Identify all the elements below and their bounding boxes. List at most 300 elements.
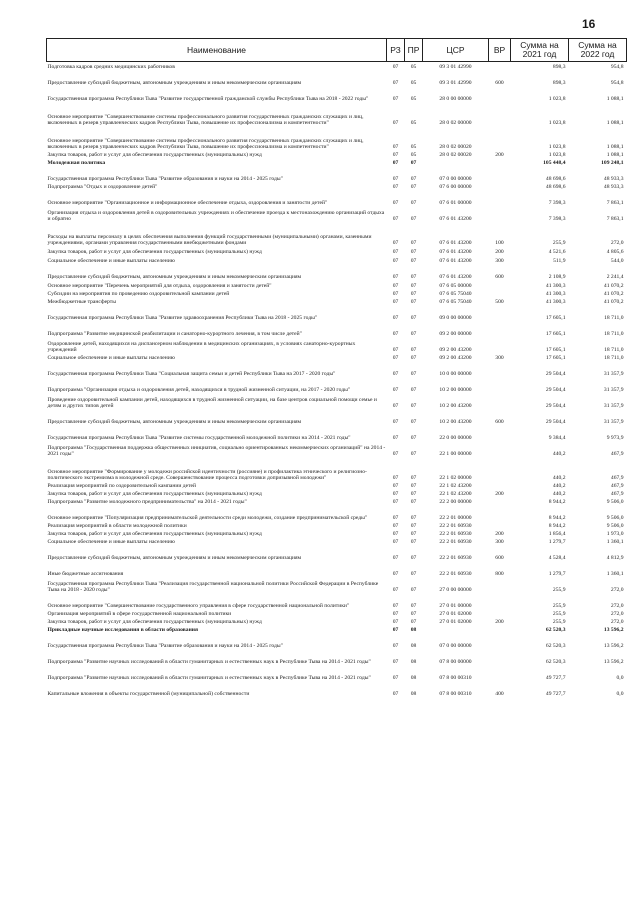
row-name: Закупка товаров, работ и услуг для обеспечения государственных (муниципальных) нужд: [47, 491, 262, 498]
row-name: Государственная программа Республики Тыва "Развитие государственной гражданской службы Республики Тыва на 2018 - 2022 годы": [47, 96, 369, 103]
table-row: [47, 256, 627, 265]
row-vr: [489, 338, 511, 354]
row-csr: 07 6 01 43200: [439, 240, 472, 247]
table-row: [47, 546, 627, 562]
row-pr: 05: [410, 80, 417, 87]
row-pr: 07: [410, 475, 417, 482]
table-row: [47, 103, 627, 127]
table-row: [47, 578, 627, 594]
row-pr: 07: [410, 355, 417, 362]
row-rz: 07: [392, 144, 399, 151]
row-sum-2021: 255,9: [552, 587, 566, 594]
row-vr: [489, 626, 511, 634]
row-rz: 07: [392, 435, 399, 442]
row-sum-2021: 898,3: [552, 64, 566, 71]
row-sum-2021: 9 384,4: [548, 435, 566, 442]
row-name: Подпрограмма "Государственная поддержка общественных инициатив, социально ориентированных некоммерческих организаций" на 2014 - 2021 годы": [47, 445, 386, 458]
row-sum-2021: 511,9: [553, 258, 566, 265]
row-name: Расходы на выплаты персоналу в целях обеспечения выполнения функций государственными (муниципальными) органами, казенными учреждениями, органами управления государственными внебюджетными фондами: [47, 234, 372, 247]
row-name: Социальное обеспечение и иные выплаты населению: [47, 539, 175, 546]
row-csr: 07 6 01 43200: [439, 216, 472, 223]
table-row: [47, 562, 627, 578]
table-row: [47, 167, 627, 183]
row-rz: 07: [392, 571, 399, 578]
row-sum-2021: 1 279,7: [548, 539, 566, 546]
row-pr: 07: [410, 200, 417, 207]
row-rz: 07: [392, 619, 399, 626]
row-pr: 07: [410, 387, 417, 394]
row-csr: 07 6 01 43200: [439, 258, 472, 265]
row-sum-2021: 8 944,2: [548, 523, 566, 530]
row-name: Государственная программа Республики Тыва "Развитие образования и науки на 2014 - 2025 годы": [47, 643, 283, 650]
row-name: Межбюджетные трансферты: [47, 299, 116, 306]
row-vr: [489, 578, 511, 594]
row-csr: 22 1 02 00000: [439, 475, 472, 482]
row-csr: 10 2 00 00000: [439, 387, 472, 394]
header-name: Наименование: [47, 39, 387, 62]
header-sum-2022: Сумма на 2022 год: [569, 39, 627, 62]
table-row: [47, 298, 627, 306]
row-csr: 07 0 00 00000: [439, 176, 472, 183]
row-pr: 07: [410, 603, 417, 610]
row-sum-2022: 0,0: [616, 691, 624, 698]
row-name: Основное мероприятие "Формирование у молодежи российской идентичности (россияне) и профилактика этнического и религиозно-политического экстремизма в молодежной среде. Совершенствование процесса подготовки допризывной молодежи": [47, 469, 367, 482]
row-vr: [489, 610, 511, 618]
row-vr: 200: [495, 531, 504, 538]
row-pr: 07: [410, 216, 417, 223]
row-rz: 07: [392, 80, 399, 87]
row-pr: 07: [410, 523, 417, 530]
row-csr: 22 2 01 00000: [439, 515, 472, 522]
row-sum-2021: 29 504,4: [545, 419, 566, 426]
row-vr: 200: [495, 491, 504, 498]
row-sum-2022: 0,0: [616, 675, 624, 682]
row-csr: 22 0 00 00000: [439, 435, 472, 442]
row-csr: 07 6 01 43200: [439, 274, 472, 281]
row-vr: [489, 306, 511, 322]
row-rz: 07: [392, 240, 399, 247]
row-pr: 07: [410, 515, 417, 522]
row-sum-2022: 1 360,1: [606, 571, 624, 578]
row-sum-2022: 272,0: [610, 611, 624, 618]
row-vr: [489, 666, 511, 682]
row-sum-2022: 467,9: [610, 475, 624, 482]
row-sum-2022: 18 711,0: [604, 331, 624, 338]
row-sum-2022: 467,9: [610, 451, 624, 458]
table-row: [47, 650, 627, 666]
row-sum-2022: 18 711,0: [604, 355, 624, 362]
row-csr: 07 8 00 00310: [439, 675, 472, 682]
row-csr: 27 0 00 00000: [439, 587, 472, 594]
row-vr: 200: [495, 619, 504, 626]
table-row: [47, 538, 627, 546]
row-csr: 07 0 00 00000: [439, 643, 472, 650]
header-rz: РЗ: [387, 39, 405, 62]
row-vr: 600: [495, 80, 504, 87]
row-rz: 07: [392, 347, 399, 354]
row-pr: 08: [410, 627, 417, 634]
row-name: Организация мероприятий в сфере государственной национальной политики: [47, 611, 232, 618]
row-vr: [489, 62, 511, 71]
table-row: [47, 207, 627, 223]
row-sum-2021: 17 605,1: [545, 355, 566, 362]
row-csr: 28 0 02 00020: [439, 144, 472, 151]
row-pr: 05: [410, 96, 417, 103]
row-sum-2021: 1 023,8: [548, 96, 566, 103]
row-rz: 07: [392, 387, 399, 394]
row-rz: 07: [392, 475, 399, 482]
row-name: Социальное обеспечение и иные выплаты населению: [47, 355, 175, 362]
row-sum-2021: 41 300,3: [545, 283, 566, 290]
row-rz: 07: [392, 249, 399, 256]
row-sum-2022: 9 506,0: [606, 499, 624, 506]
row-csr: 07 8 00 00000: [439, 659, 472, 666]
table-row: [47, 306, 627, 322]
row-pr: 07: [410, 258, 417, 265]
row-pr: 07: [410, 347, 417, 354]
row-name: Основное мероприятие "Популяризация предпринимательской деятельности среди молодежи, создание предпринимательской среды": [47, 515, 368, 522]
row-name: Подпрограмма "Развитие медицинской реабилитации и санаторно-курортного лечения, в том числе детей": [47, 331, 302, 338]
row-csr: [423, 626, 489, 634]
row-sum-2021: 898,3: [552, 80, 566, 87]
row-sum-2022: 1 088,1: [606, 96, 624, 103]
table-row: [47, 442, 627, 458]
row-pr: 07: [410, 249, 417, 256]
row-csr: 07 6 01 43200: [439, 249, 472, 256]
row-vr: [489, 394, 511, 410]
row-pr: 05: [410, 120, 417, 127]
row-csr: 09 0 00 00000: [439, 315, 472, 322]
row-sum-2022: 31 357,9: [603, 419, 624, 426]
table-row: [47, 626, 627, 634]
row-sum-2022: 272,0: [610, 587, 624, 594]
row-name: Государственная программа Республики Тыва "Развитие здравоохранения Республики Тыва на 2018 - 2025 годы": [47, 315, 318, 322]
row-sum-2021: 1 023,8: [548, 144, 566, 151]
row-rz: 07: [392, 96, 399, 103]
row-sum-2022: 18 711,0: [604, 347, 624, 354]
row-csr: 09 3 01 42990: [439, 80, 472, 87]
row-vr: [489, 594, 511, 610]
table-row: [47, 281, 627, 290]
row-sum-2021: 255,9: [552, 603, 566, 610]
row-vr: 600: [495, 274, 504, 281]
table-row: [47, 666, 627, 682]
table-row: [47, 594, 627, 610]
table-row: [47, 183, 627, 191]
table-row: [47, 458, 627, 482]
table-row: [47, 247, 627, 256]
row-sum-2022: 1 973,0: [606, 531, 624, 538]
row-sum-2021: 41 300,3: [545, 291, 566, 298]
row-rz: 07: [392, 331, 399, 338]
row-rz: 07: [392, 523, 399, 530]
row-sum-2022: 109 248,1: [601, 160, 624, 167]
row-sum-2022: 31 357,9: [603, 387, 624, 394]
row-sum-2022: 9 973,9: [606, 435, 624, 442]
row-pr: 07: [410, 451, 417, 458]
row-sum-2022: 13 596,2: [603, 627, 624, 634]
row-csr: [423, 159, 489, 167]
row-vr: [489, 650, 511, 666]
row-csr: 28 0 02 00020: [439, 152, 472, 159]
row-csr: 22 1 00 00000: [439, 451, 472, 458]
row-sum-2022: 48 933,3: [603, 176, 624, 183]
table-row: [47, 530, 627, 538]
row-pr: 07: [410, 587, 417, 594]
row-pr: 08: [410, 659, 417, 666]
row-sum-2021: 49 727,7: [545, 675, 566, 682]
table-row: [47, 378, 627, 394]
row-pr: 07: [410, 291, 417, 298]
row-vr: 100: [495, 240, 504, 247]
row-rz: 07: [392, 291, 399, 298]
row-csr: 27 0 01 02000: [439, 619, 472, 626]
row-sum-2021: 1 023,8: [548, 152, 566, 159]
table-row: [47, 87, 627, 103]
row-csr: 22 2 01 60930: [439, 523, 472, 530]
row-csr: 07 6 05 75040: [439, 291, 472, 298]
row-name: Реализация мероприятий в области молодежной политики: [47, 523, 187, 530]
row-vr: [489, 522, 511, 530]
table-row: [47, 354, 627, 362]
row-rz: 07: [392, 499, 399, 506]
row-pr: 07: [410, 555, 417, 562]
row-vr: 600: [495, 419, 504, 426]
row-name: Реализация мероприятий по оздоровительной кампании детей: [47, 483, 197, 490]
row-pr: 07: [410, 499, 417, 506]
row-sum-2021: 255,9: [552, 611, 566, 618]
row-sum-2021: 29 504,4: [545, 403, 566, 410]
row-pr: 07: [410, 531, 417, 538]
row-sum-2022: 4 812,9: [606, 555, 624, 562]
row-pr: 07: [410, 240, 417, 247]
row-sum-2022: 467,9: [610, 483, 624, 490]
row-pr: 07: [410, 403, 417, 410]
budget-table: [46, 38, 627, 698]
row-sum-2021: 2 108,9: [548, 274, 566, 281]
row-name: Прикладные научные исследования в области образования: [47, 627, 199, 634]
row-vr: 200: [495, 152, 504, 159]
row-sum-2022: 272,0: [610, 603, 624, 610]
table-row: [47, 71, 627, 87]
row-name: Подпрограмма "Организация отдыха и оздоровления детей, находящихся в трудной жизненной ситуации, на 2017 - 2020 годы": [47, 387, 351, 394]
table-row: [47, 151, 627, 159]
row-sum-2021: 105 448,4: [543, 160, 566, 167]
row-name: Предоставление субсидий бюджетным, автономным учреждениям и иным некоммерческим организациям: [47, 555, 302, 562]
row-sum-2021: 62 520,3: [545, 643, 566, 650]
row-pr: 07: [410, 419, 417, 426]
row-rz: 07: [392, 531, 399, 538]
table-header-row: [47, 39, 627, 62]
row-name: Проведение оздоровительной кампании детей, находящихся в трудной жизненной ситуации, на базе центров социальной помощи семье и детям и других типов детей: [47, 397, 377, 410]
header-sum-2021: Сумма на 2021 год: [511, 39, 569, 62]
row-rz: 07: [392, 659, 399, 666]
row-vr: 300: [495, 355, 504, 362]
row-vr: 800: [495, 571, 504, 578]
row-sum-2022: 31 357,9: [603, 371, 624, 378]
row-csr: 27 0 01 02000: [439, 611, 472, 618]
table-row: [47, 490, 627, 498]
row-sum-2021: 17 605,1: [545, 331, 566, 338]
table-row: [47, 610, 627, 618]
row-sum-2022: 4 805,6: [606, 249, 624, 256]
row-csr: 09 2 00 43200: [439, 355, 472, 362]
row-vr: [489, 362, 511, 378]
row-csr: 28 0 02 00000: [439, 120, 472, 127]
row-vr: 200: [495, 249, 504, 256]
row-sum-2021: 440,2: [552, 451, 566, 458]
row-rz: 07: [392, 200, 399, 207]
row-csr: 09 2 00 43200: [439, 347, 472, 354]
row-vr: [489, 482, 511, 490]
row-sum-2021: 1 279,7: [548, 571, 566, 578]
row-sum-2022: 1 360,1: [606, 539, 624, 546]
row-pr: 07: [410, 483, 417, 490]
row-pr: 07: [410, 283, 417, 290]
row-rz: 07: [392, 491, 399, 498]
row-name: Государственная программа Республики Тыва "Развитие системы государственной молодежной политики на 2014 - 2021 годы": [47, 435, 351, 442]
table-body: [47, 62, 627, 698]
row-vr: [489, 634, 511, 650]
row-sum-2022: 1 088,1: [606, 152, 624, 159]
row-sum-2021: 440,2: [552, 475, 566, 482]
row-name: Основное мероприятие "Совершенствование государственного управления в сфере государственной национальной политики": [47, 603, 350, 610]
row-pr: 07: [410, 435, 417, 442]
row-name: Капитальные вложения в объекты государственной (муниципальной) собственности: [47, 691, 250, 698]
row-pr: 07: [410, 299, 417, 306]
row-rz: 07: [392, 64, 399, 71]
table-row: [47, 127, 627, 151]
row-vr: [489, 290, 511, 298]
row-name: Основное мероприятие "Совершенствование системы профессионального развития государственных гражданских служащих и лиц, включенных в резерв управленческих кадров Республики Тыва, повышение их профессионализма и компетентности": [47, 114, 364, 127]
header-csr: ЦСР: [423, 39, 489, 62]
table-row: [47, 682, 627, 698]
row-name: Подпрограмма "Развитие научных исследований в области гуманитарных и естественных наук в Республике Тыва на 2014 - 2021 годы": [47, 675, 371, 682]
row-name: Государственная программа Республики Тыва "Реализация государственной национальной политики Российской Федерации в Республике Тыва на 2018 - 2020 годы": [47, 581, 379, 594]
row-name: Социальное обеспечение и иные выплаты населению: [47, 258, 175, 265]
row-csr: 22 2 00 00000: [439, 499, 472, 506]
table-row: [47, 223, 627, 247]
row-csr: 22 2 01 60930: [439, 555, 472, 562]
row-sum-2021: 7 398,3: [548, 216, 566, 223]
row-name: Подпрограмма "Отдых и оздоровление детей": [47, 184, 158, 191]
row-name: Подпрограмма "Развитие молодежного предпринимательства" на 2014 - 2021 годы": [47, 499, 247, 506]
row-vr: [489, 87, 511, 103]
row-csr: 09 2 00 00000: [439, 331, 472, 338]
row-name: Предоставление субсидий бюджетным, автономным учреждениям и иным некоммерческим организациям: [47, 274, 302, 281]
row-pr: 07: [410, 539, 417, 546]
row-rz: 07: [392, 603, 399, 610]
row-vr: [489, 127, 511, 151]
row-pr: 07: [410, 371, 417, 378]
row-vr: [489, 159, 511, 167]
row-sum-2021: 62 520,3: [545, 659, 566, 666]
row-pr: 07: [410, 315, 417, 322]
table-row: [47, 410, 627, 426]
row-vr: [489, 506, 511, 522]
row-vr: [489, 183, 511, 191]
table-row: [47, 618, 627, 626]
row-rz: 07: [392, 274, 399, 281]
row-sum-2022: 41 070,2: [603, 283, 624, 290]
row-sum-2021: 4 528,4: [548, 555, 566, 562]
row-pr: 05: [410, 152, 417, 159]
row-vr: [489, 442, 511, 458]
row-rz: 07: [392, 299, 399, 306]
row-sum-2021: 440,2: [552, 483, 566, 490]
row-vr: 300: [495, 258, 504, 265]
row-vr: [489, 378, 511, 394]
row-rz: 07: [392, 483, 399, 490]
row-sum-2022: 7 863,1: [606, 216, 624, 223]
row-vr: [489, 103, 511, 127]
row-sum-2021: 17 605,1: [545, 315, 566, 322]
row-vr: 500: [495, 299, 504, 306]
row-name: Подпрограмма "Развитие научных исследований в области гуманитарных и естественных наук в Республике Тыва на 2014 - 2021 годы": [47, 659, 371, 666]
row-vr: 400: [495, 691, 504, 698]
row-pr: 07: [410, 331, 417, 338]
row-name: Государственная программа Республики Тыва "Развитие образования и науки на 2014 - 2025 годы": [47, 176, 283, 183]
row-name: Оздоровление детей, находящихся на диспансерном наблюдении в медицинских организациях, в условиях санаторно-курортных учреждений: [47, 341, 356, 354]
row-sum-2022: 272,0: [610, 240, 624, 247]
row-rz: 07: [392, 216, 399, 223]
row-rz: 07: [392, 176, 399, 183]
row-pr: 07: [410, 611, 417, 618]
row-name: Основное мероприятие "Перечень мероприятий для отдыха, оздоровления и занятости детей": [47, 283, 272, 290]
row-vr: [489, 498, 511, 506]
row-rz: 07: [392, 611, 399, 618]
row-pr: 07: [410, 176, 417, 183]
row-name: Субсидии на мероприятия по проведению оздоровительной кампании детей: [47, 291, 230, 298]
row-rz: 07: [392, 587, 399, 594]
row-rz: 07: [392, 152, 399, 159]
row-name: Предоставление субсидий бюджетным, автономным учреждениям и иным некоммерческим организациям: [47, 80, 302, 87]
row-sum-2022: 954,8: [610, 64, 624, 71]
row-pr: 08: [410, 643, 417, 650]
row-name: Закупка товаров, работ и услуг для обеспечения государственных (муниципальных) нужд: [47, 249, 262, 256]
row-vr: [489, 191, 511, 207]
row-rz: 07: [392, 451, 399, 458]
row-vr: 300: [495, 539, 504, 546]
row-rz: 07: [392, 691, 399, 698]
row-csr: 28 0 00 00000: [439, 96, 472, 103]
row-pr: 07: [410, 619, 417, 626]
row-csr: 09 3 01 42990: [439, 64, 472, 71]
header-pr: ПР: [405, 39, 423, 62]
row-name: Закупка товаров, работ и услуг для обеспечения государственных (муниципальных) нужд: [47, 152, 262, 159]
row-csr: 22 2 01 60930: [439, 571, 472, 578]
row-sum-2021: 29 504,4: [545, 371, 566, 378]
table-row: [47, 362, 627, 378]
row-sum-2022: 31 357,9: [603, 403, 624, 410]
row-rz: 07: [392, 539, 399, 546]
row-sum-2021: 49 727,7: [545, 691, 566, 698]
row-sum-2022: 41 070,2: [603, 299, 624, 306]
row-name: Государственная программа Республики Тыва "Социальная защита семьи и детей Республики Тыва на 2017 - 2020 годы": [47, 371, 336, 378]
row-rz: 07: [392, 675, 399, 682]
row-name: Предоставление субсидий бюджетным, автономным учреждениям и иным некоммерческим организациям: [47, 419, 302, 426]
row-vr: [489, 281, 511, 290]
row-pr: 07: [410, 491, 417, 498]
row-sum-2022: 2 241,4: [606, 274, 624, 281]
row-name: Подготовка кадров средних медицинских работников: [47, 64, 175, 71]
table-row: [47, 191, 627, 207]
row-csr: 07 6 01 00000: [439, 200, 472, 207]
row-vr: [489, 426, 511, 442]
row-rz: 07: [392, 355, 399, 362]
row-sum-2022: 954,8: [610, 80, 624, 87]
table-row: [47, 498, 627, 506]
